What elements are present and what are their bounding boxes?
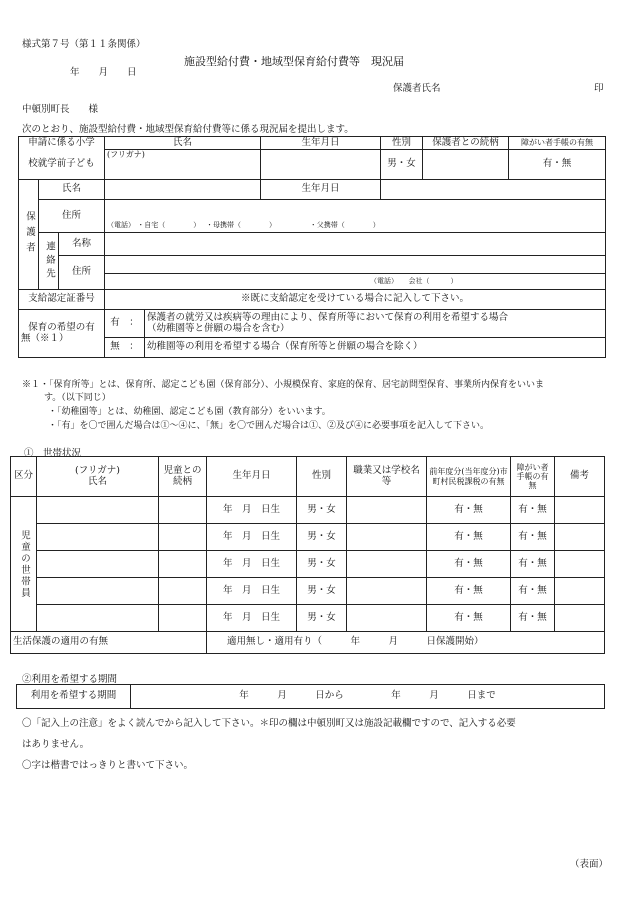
form-number: 様式第７号（第１１条関係）: [22, 39, 146, 50]
member-name-field[interactable]: [37, 524, 159, 551]
phone-father: ・父携帯（ ）: [309, 220, 380, 229]
member-birth-field[interactable]: 年 月 日生: [207, 551, 297, 578]
page-title: 施設型給付費・地域型保育給付費等 現況届: [184, 55, 404, 68]
member-name-field[interactable]: [37, 605, 159, 632]
hope-yes-text-1: 保護者の就労又は疾病等の理由により、保育所等において保育の利用を希望する場合: [147, 311, 509, 323]
child-relation-field[interactable]: [423, 150, 509, 180]
guardian-vertical-label: 保護者: [19, 180, 39, 290]
member-birth-field[interactable]: 年 月 日生: [207, 524, 297, 551]
col-relation: 保護者との続柄: [423, 137, 509, 150]
guardian-birth-label: 生年月日: [261, 180, 381, 200]
member-relation-field[interactable]: [159, 524, 207, 551]
h-disability: 障がい者手帳の有無: [511, 457, 555, 497]
hope-yes-text-2: （幼稚園等と併願の場合を含む）: [147, 322, 290, 334]
note-3: ・「有」を〇で囲んだ場合は①～④に、「無」を〇で囲んだ場合は①、②及び④に必要事項を記入して下さい。: [48, 421, 490, 431]
h-relation: 児童との続柄: [159, 457, 207, 497]
member-tax-choice[interactable]: 有・無: [427, 524, 511, 551]
date-line: 年 月 日: [70, 67, 137, 78]
hope-no-text: 幼稚園等の利用を希望する場合（保育所等と併願の場合を除く）: [145, 338, 606, 358]
member-remarks-field[interactable]: [555, 578, 605, 605]
addressee: 中頓別町長 様: [22, 104, 99, 115]
footer-note-1: 〇「記入上の注意」をよく読んでから記入して下さい。＊印の欄は中頓別町又は施設記載欄ですので、記入する必要: [22, 718, 516, 729]
table-row: [11, 497, 605, 524]
contact-address-field[interactable]: [105, 256, 606, 274]
household-table: [10, 456, 605, 654]
member-name-field[interactable]: [37, 578, 159, 605]
member-tax-choice[interactable]: 有・無: [427, 497, 511, 524]
period-value[interactable]: 年 月 日から 年 月 日まで: [131, 685, 605, 709]
member-tax-choice[interactable]: 有・無: [427, 551, 511, 578]
note-1b: す。（以下同じ）: [44, 393, 111, 403]
member-relation-field[interactable]: [159, 551, 207, 578]
col-sex: 性別: [381, 137, 423, 150]
guardian-name-label2: 氏名: [39, 180, 105, 200]
member-disability-choice[interactable]: 有・無: [511, 551, 555, 578]
welfare-value[interactable]: 適用無し・適用有り（ 年 月 日保護開始）: [207, 632, 605, 654]
period-table: [16, 684, 605, 709]
contact-name-field[interactable]: [105, 233, 606, 256]
guardian-birth-field[interactable]: [381, 180, 606, 200]
furigana-label: (フリガナ): [107, 150, 145, 159]
table-row: [11, 551, 605, 578]
guardian-address-label: 住所: [39, 200, 105, 233]
h-remarks: 備考: [555, 457, 605, 497]
contact-address-label: 住所: [59, 256, 105, 290]
table-row: [11, 524, 605, 551]
member-sex-choice[interactable]: 男・女: [297, 578, 347, 605]
h-name-label: 氏名: [87, 475, 107, 487]
member-remarks-field[interactable]: [555, 551, 605, 578]
member-sex-choice[interactable]: 男・女: [297, 551, 347, 578]
contact-name-label: 名称: [59, 233, 105, 256]
footer-note-3: 〇字は楷書ではっきりと書いて下さい。: [22, 760, 194, 771]
contact-vertical-label: 連絡先: [39, 233, 59, 290]
member-job-field[interactable]: [347, 497, 427, 524]
page-side-label: （表面）: [570, 859, 609, 870]
hope-yes-label[interactable]: 有 ：: [105, 310, 145, 338]
child-label-1: 申請に係る小学: [19, 137, 105, 150]
guardian-name-label: 保護者氏名: [393, 83, 441, 94]
household-side-label: 児童の世帯員: [11, 497, 37, 632]
h-birth: 生年月日: [207, 457, 297, 497]
member-disability-choice[interactable]: 有・無: [511, 497, 555, 524]
hope-no-label[interactable]: 無 ：: [105, 338, 145, 358]
child-disability-choice[interactable]: 有・無: [509, 150, 606, 180]
member-birth-field[interactable]: 年 月 日生: [207, 605, 297, 632]
member-sex-choice[interactable]: 男・女: [297, 524, 347, 551]
seal-mark: 印: [594, 83, 604, 94]
period-label: 利用を希望する期間: [17, 685, 131, 709]
member-job-field[interactable]: [347, 524, 427, 551]
application-table: [18, 136, 606, 358]
member-disability-choice[interactable]: 有・無: [511, 605, 555, 632]
member-job-field[interactable]: [347, 578, 427, 605]
child-sex-choice[interactable]: 男・女: [381, 150, 423, 180]
member-remarks-field[interactable]: [555, 497, 605, 524]
phone-mother: ・母携帯（ ）: [206, 220, 273, 229]
member-job-field[interactable]: [347, 551, 427, 578]
col-birth: 生年月日: [261, 137, 381, 150]
hope-label-2: 無（※１）: [21, 332, 69, 344]
note-1a: ※１・「保育所等」とは、保育所、認定こども園（保育部分）、小規模保育、家庭的保育、居宅訪問型保育、事業所内保育をいいま: [22, 380, 545, 390]
footer-note-2: はありません。: [22, 739, 90, 750]
hope-label-1: 保育の希望の有: [28, 321, 95, 333]
phone-home: ・自宅（ ）: [137, 220, 197, 229]
member-relation-field[interactable]: [159, 605, 207, 632]
member-name-field[interactable]: [37, 551, 159, 578]
period-title: ②利用を希望する期間: [22, 674, 118, 685]
member-disability-choice[interactable]: 有・無: [511, 524, 555, 551]
guardian-address-field[interactable]: [105, 200, 606, 233]
member-name-field[interactable]: [37, 497, 159, 524]
table-row: [11, 578, 605, 605]
phone-label: （電話）: [107, 220, 136, 229]
cert-number-label: 支給認定証番号: [19, 290, 105, 310]
note-2: ・「幼稚園等」とは、幼稚園、認定こども園（教育部分）をいいます。: [48, 407, 331, 417]
household-title: ① 世帯状況: [24, 448, 82, 459]
h-job: 職業又は学校名等: [347, 457, 427, 497]
member-birth-field[interactable]: 年 月 日生: [207, 497, 297, 524]
child-label-2: 校就学前子ども: [19, 150, 105, 180]
member-sex-choice[interactable]: 男・女: [297, 497, 347, 524]
member-job-field[interactable]: [347, 605, 427, 632]
col-disability: 障がい者手帳の有無: [509, 137, 606, 150]
contact-phone[interactable]: （電話） 会社（ ）: [105, 274, 606, 290]
member-birth-field[interactable]: 年 月 日生: [207, 578, 297, 605]
guardian-name-field[interactable]: [105, 180, 261, 200]
welfare-label: 生活保護の適用の有無: [11, 632, 207, 654]
cert-number-note[interactable]: ※既に支給認定を受けている場合に記入して下さい。: [105, 290, 606, 310]
child-name-field[interactable]: [105, 150, 261, 180]
hope-yes-text: [145, 310, 606, 338]
intro-text: 次のとおり、施設型給付費・地域型保育給付費等に係る現況届を提出します。: [22, 124, 354, 135]
h-kubun: 区分: [11, 457, 37, 497]
h-tax: 前年度分(当年度分)市町村民税課税の有無: [427, 457, 511, 497]
member-remarks-field[interactable]: [555, 605, 605, 632]
member-tax-choice[interactable]: 有・無: [427, 605, 511, 632]
h-furigana: (フリガナ): [75, 464, 120, 476]
member-sex-choice[interactable]: 男・女: [297, 605, 347, 632]
hope-label: [19, 310, 105, 358]
h-name: [37, 457, 159, 497]
col-name: 氏名: [105, 137, 261, 150]
table-row: [11, 605, 605, 632]
member-relation-field[interactable]: [159, 578, 207, 605]
member-tax-choice[interactable]: 有・無: [427, 578, 511, 605]
h-sex: 性別: [297, 457, 347, 497]
member-disability-choice[interactable]: 有・無: [511, 578, 555, 605]
child-birth-field[interactable]: [261, 150, 381, 180]
member-relation-field[interactable]: [159, 497, 207, 524]
member-remarks-field[interactable]: [555, 524, 605, 551]
